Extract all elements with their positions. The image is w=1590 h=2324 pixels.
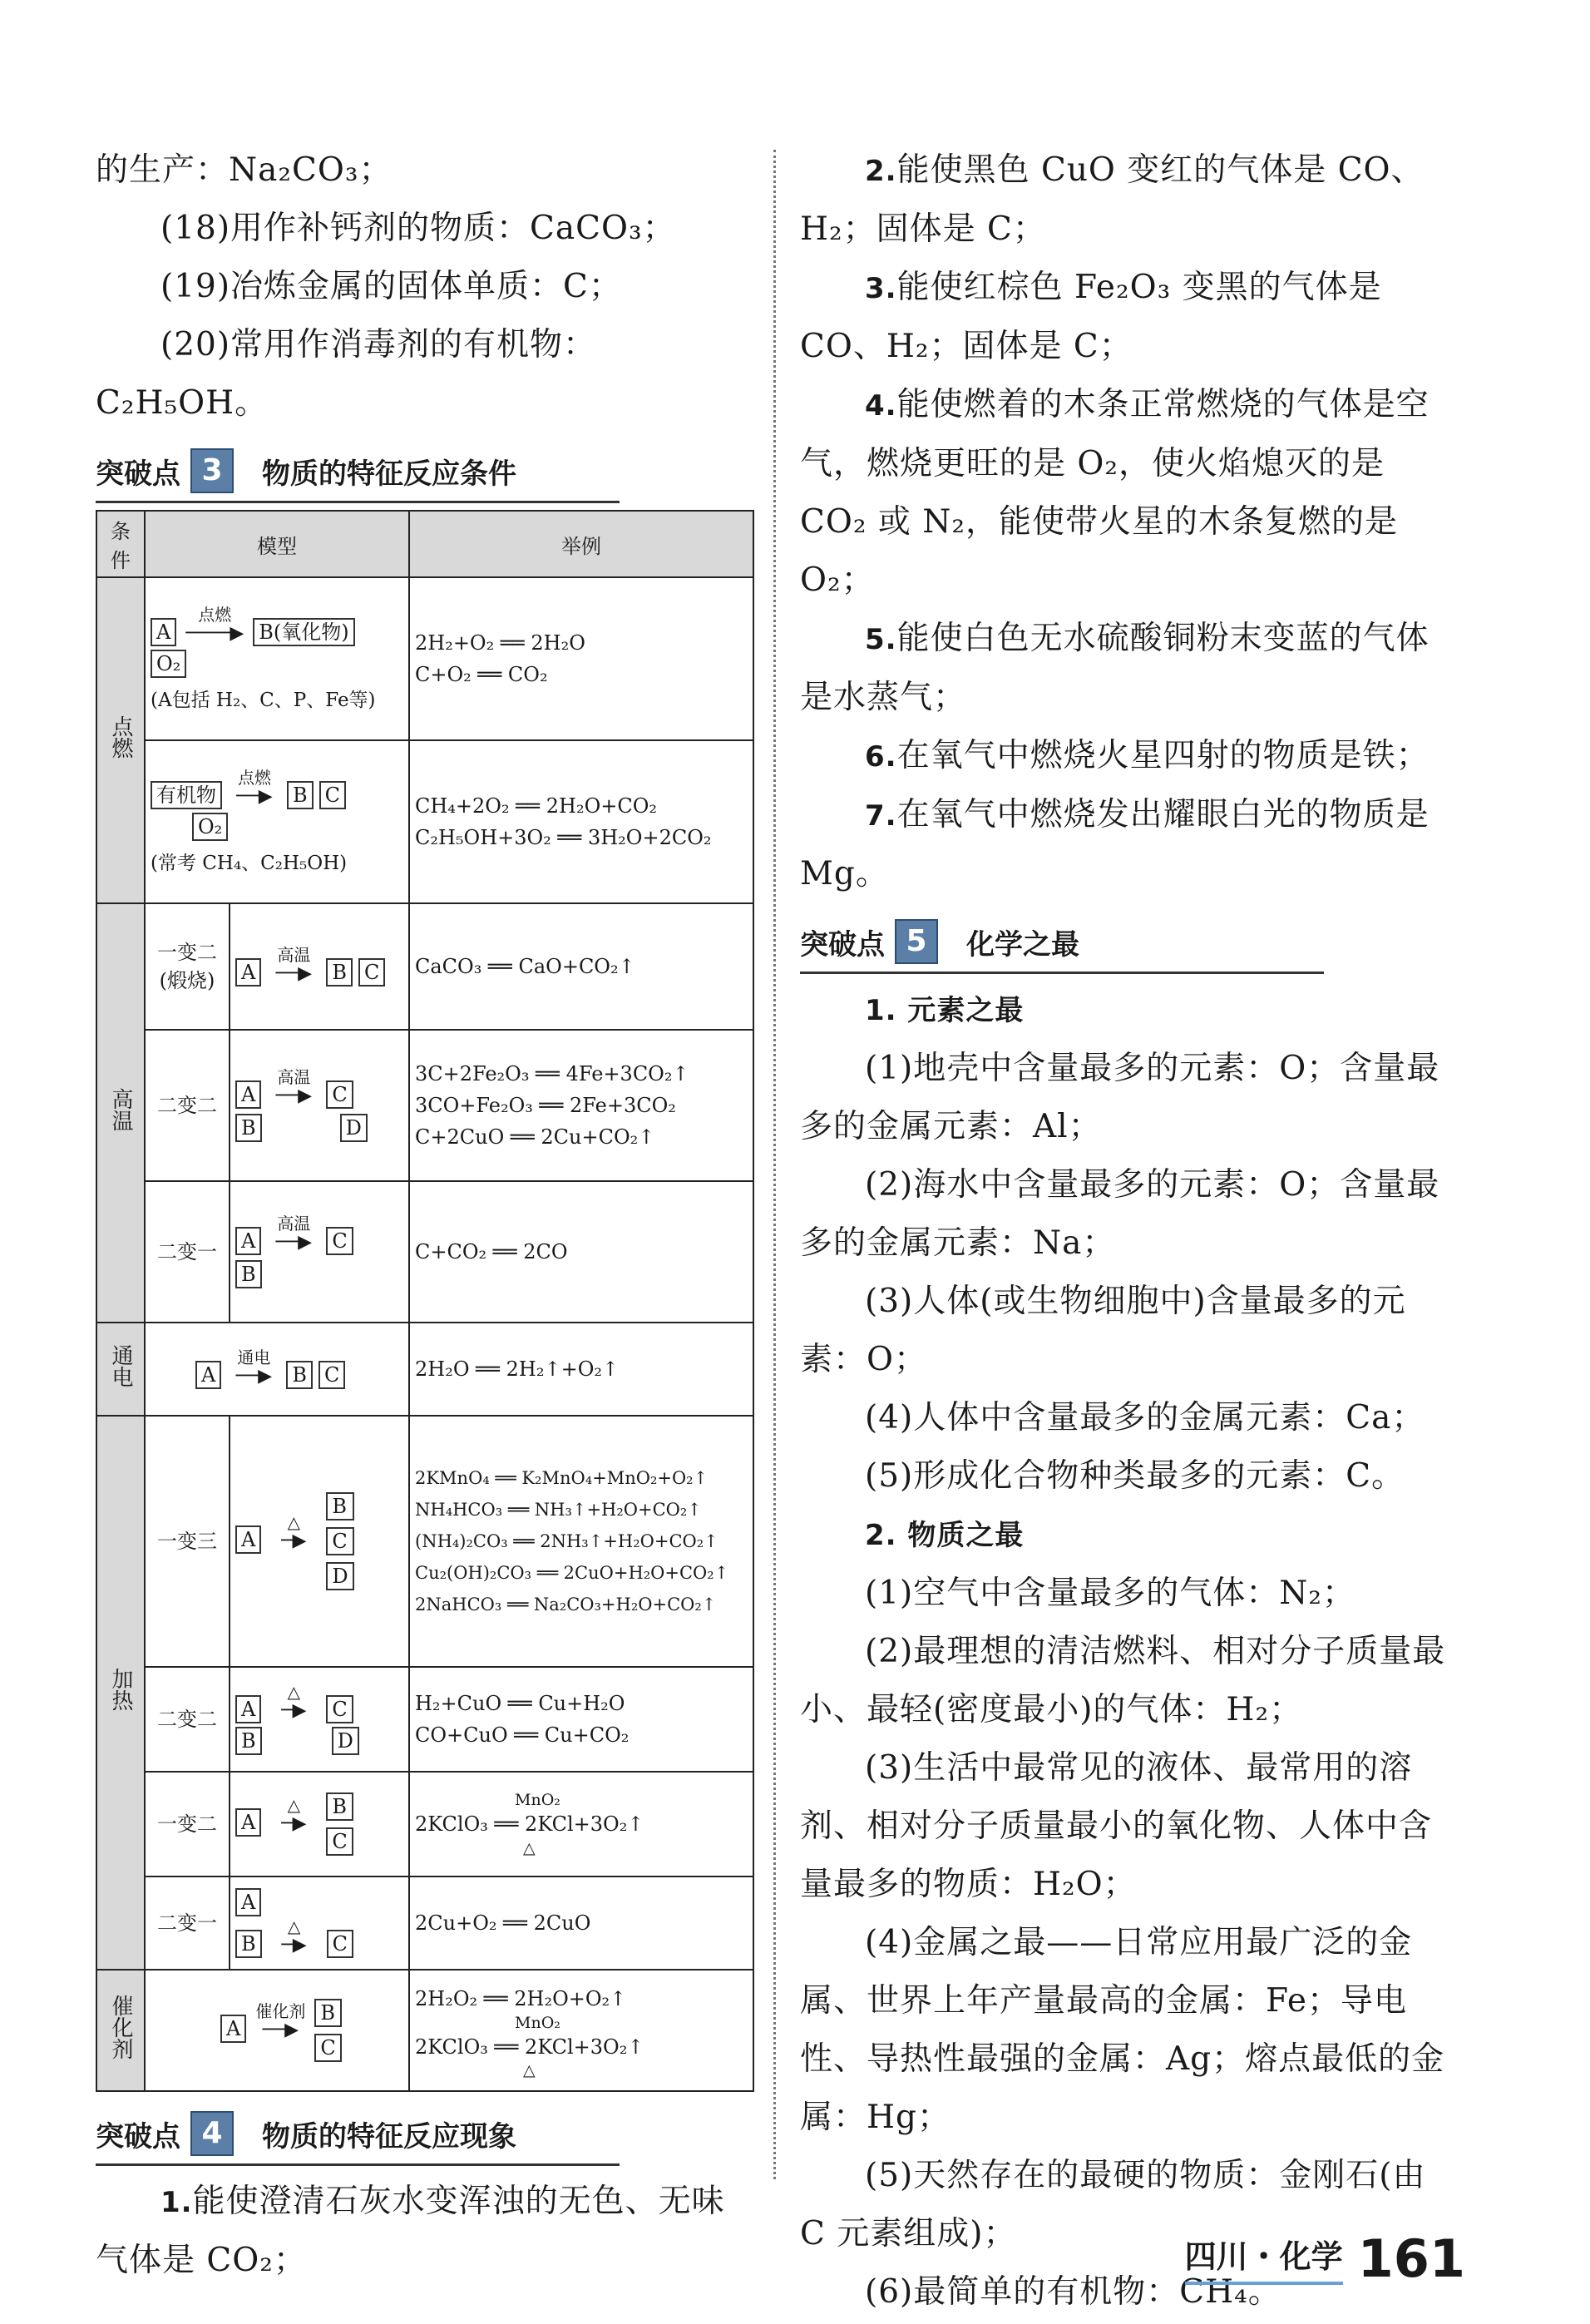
superlative-item: (6)最简单的有机物：CH₄。 [865, 2273, 1281, 2311]
box-b: B [326, 1792, 353, 1821]
box-a: A [235, 1888, 261, 1916]
arrow-label: △ [287, 1682, 301, 1702]
box-d: D [326, 1562, 353, 1590]
box-c: C [326, 1227, 353, 1255]
equation: H₂+CuO ══ Cu+H₂O [415, 1692, 625, 1715]
equation: C₂H₅OH+3O₂ ══ 3H₂O+2CO₂ [415, 826, 712, 849]
box-a: A [235, 958, 261, 986]
box-a: A [235, 1808, 261, 1837]
item-number: 5. [865, 623, 897, 656]
condition-label: 点燃 [108, 715, 133, 759]
table-row [96, 1181, 753, 1323]
box-a: A [220, 2015, 246, 2043]
model-cell [145, 1323, 409, 1416]
condition-label: 高温 [108, 1088, 133, 1131]
model-cell [230, 1030, 409, 1181]
item-text: 能使白色无水硫酸铜粉末变蓝的气体是水蒸气； [800, 620, 1430, 716]
box-c: C [326, 1527, 353, 1555]
condition-cell [96, 1323, 145, 1416]
item-number: 7. [865, 799, 897, 833]
box-b: B [326, 1492, 353, 1520]
superlative-item: (4)人体中含量最多的金属元素：Ca； [865, 1399, 1425, 1436]
table-row [96, 1030, 753, 1181]
intro-line: (18)用作补钙剂的物质：CaCO₃； [160, 210, 676, 247]
arrow-icon: ─▶ [281, 1813, 307, 1834]
arrow-icon: ────▶ [185, 622, 244, 644]
box-d: D [340, 1114, 368, 1142]
sub-type-cell [145, 1877, 230, 1970]
equation: 2H₂O₂ ══ 2H₂O+O₂↑ [415, 1987, 627, 2010]
arrow-label: 高温 [277, 1214, 311, 1234]
box-a: A [235, 1525, 261, 1554]
box-c: C [327, 1930, 353, 1958]
subsection-heading [800, 981, 1461, 1040]
table-row [96, 1416, 753, 1667]
arrow-icon: ─▶ [281, 1935, 307, 1956]
superlative-item: (3)人体(或生物细胞中)含量最多的元素：O； [800, 1283, 1406, 1378]
heat-condition: △ [523, 1839, 536, 1857]
arrow-icon: ─▶ [281, 1530, 307, 1551]
section-label: 突破点 [800, 927, 885, 962]
box-b: B [326, 958, 353, 986]
table-row [96, 1877, 753, 1970]
model-cell [230, 1877, 409, 1970]
box-d: D [332, 1727, 359, 1755]
phenomenon-item [96, 2173, 753, 2290]
model-caption: (常考 CH₄、C₂H₅OH) [151, 852, 348, 874]
box-b: B [235, 1930, 262, 1958]
superlative-item: (4)金属之最——日常应用最广泛的金属、世界上年产量最高的金属：Fe；导电性、导热性最强的金属：Ag；熔点最低的金属：Hg； [800, 1924, 1445, 2136]
box-b: B [235, 1727, 262, 1755]
equation: 2Cu+O₂ ══ 2CuO [415, 1911, 591, 1935]
example-cell [409, 1030, 753, 1181]
sub-type: 二变二 [157, 1708, 217, 1731]
example-cell [409, 903, 753, 1030]
equation: 3C+2Fe₂O₃ ══ 4Fe+3CO₂↑ [415, 1062, 689, 1085]
intro-line: 的生产：Na₂CO₃； [96, 151, 393, 189]
item-number: 4. [865, 389, 897, 423]
section-number: 4 [190, 2111, 234, 2156]
phenomenon-item [800, 141, 1461, 259]
condition-cell [96, 1970, 145, 2091]
catalyst-condition: MnO₂ [515, 1791, 560, 1809]
equation: C+CO₂ ══ 2CO [415, 1240, 568, 1263]
model-cell [230, 1181, 409, 1323]
example-cell [409, 740, 753, 903]
model-caption: (A包括 H₂、C、P、Fe等) [151, 689, 376, 711]
item-text: 在氧气中燃烧发出耀眼白光的物质是 Mg。 [800, 796, 1430, 893]
example-cell [409, 1877, 753, 1970]
sub-type-note: (煅烧) [159, 969, 215, 992]
box-c: C [326, 1827, 353, 1856]
model-cell [145, 740, 409, 903]
equation: NH₄HCO₃ ══ NH₃↑+H₂O+CO₂↑ [415, 1500, 702, 1520]
equation: 3CO+Fe₂O₃ ══ 2Fe+3CO₂ [415, 1094, 676, 1117]
subsection-title: 1. 元素之最 [865, 994, 1025, 1027]
example-cell [409, 1416, 753, 1667]
box-product: B(氧化物) [253, 618, 354, 646]
box-b: B [235, 1114, 262, 1142]
item-text: 能使澄清石灰水变浑浊的无色、无味气体是 CO₂； [96, 2183, 725, 2279]
box-o2: O₂ [151, 650, 186, 678]
page-footer [1184, 2228, 1465, 2289]
arrow-icon: ──▶ [275, 963, 313, 984]
equation: 2NaHCO₃ ══ Na₂CO₃+H₂O+CO₂↑ [415, 1595, 717, 1614]
box-c: C [319, 781, 346, 809]
arrow-icon: ──▶ [262, 2020, 299, 2040]
box-c: C [318, 1361, 345, 1389]
item-number: 2. [865, 155, 897, 188]
section-number: 5 [895, 919, 938, 964]
item-number: 3. [865, 272, 897, 305]
arrow-icon: ─▶ [281, 1700, 307, 1721]
sub-type-cell [145, 1667, 230, 1772]
table-row [96, 740, 753, 903]
item-number: 6. [865, 740, 897, 774]
model-cell [230, 1772, 409, 1877]
condition-label: 通电 [108, 1344, 133, 1387]
arrow-label: 点燃 [238, 767, 271, 788]
section-header-4 [96, 2104, 620, 2166]
right-column [800, 141, 1461, 2322]
sub-type-cell [145, 1181, 230, 1323]
intro-line: (20)常用作消毒剂的有机物：C₂H₅OH。 [96, 326, 597, 422]
box-c: C [326, 1695, 353, 1723]
arrow-icon: ──▶ [236, 785, 273, 807]
table-row [96, 1323, 753, 1416]
equation: C+2CuO ══ 2Cu+CO₂↑ [415, 1125, 655, 1149]
item-text: 能使燃着的木条正常燃烧的气体是空气，燃烧更旺的是 O₂，使火焰熄灭的是 CO₂ 或 N₂，能使带火星的木条复燃的是 O₂； [800, 386, 1430, 599]
model-cell [230, 903, 409, 1030]
table-row [96, 903, 753, 1030]
arrow-label: 高温 [277, 945, 311, 965]
example-cell [409, 1667, 753, 1772]
header-example: 举例 [409, 511, 753, 577]
arrow-label: 催化剂 [255, 2001, 306, 2021]
section-label: 突破点 [96, 457, 180, 491]
superlative-item: (2)最理想的清洁燃料、相对分子质量最小、最轻(密度最小)的气体：H₂； [800, 1633, 1446, 1728]
box-o2: O₂ [192, 813, 228, 841]
sub-type-cell [145, 1416, 230, 1667]
item-text: 在氧气中燃烧火星四射的物质是铁； [896, 737, 1430, 774]
section-header-5 [800, 912, 1324, 974]
condition-cell [96, 903, 145, 1323]
section-header-3 [96, 441, 620, 503]
section-number: 3 [190, 448, 234, 493]
page-number: 161 [1357, 2228, 1465, 2289]
equation: CO+CuO ══ Cu+CO₂ [415, 1723, 630, 1747]
phenomenon-item [800, 727, 1461, 786]
box-b: B [287, 781, 314, 809]
superlative-item: (5)天然存在的最硬的物质：金刚石(由 C 元素组成)； [800, 2157, 1426, 2252]
subsection-heading [800, 1506, 1461, 1565]
arrow-icon: ──▶ [275, 1232, 313, 1253]
box-b: B [235, 1260, 262, 1288]
example-cell [409, 1181, 753, 1323]
sub-type: 一变二 [157, 941, 217, 964]
equation: (NH₄)₂CO₃ ══ 2NH₃↑+H₂O+CO₂↑ [415, 1531, 718, 1551]
superlative-item: (1)空气中含量最多的气体：N₂； [865, 1575, 1356, 1612]
table-header-row [96, 511, 753, 577]
box-b: B [286, 1361, 313, 1389]
phenomenon-item [800, 786, 1461, 903]
example-cell [409, 1323, 753, 1416]
column-divider [773, 150, 776, 2179]
condition-label: 催化剂 [108, 1995, 133, 2059]
box-a: A [195, 1361, 221, 1389]
header-condition: 条件 [96, 511, 145, 577]
example-cell [409, 1970, 753, 2091]
arrow-icon: ──▶ [235, 1366, 273, 1387]
header-model: 模型 [145, 511, 409, 577]
sub-type-cell [145, 903, 230, 1030]
item-text: 能使黑色 CuO 变红的气体是 CO、H₂；固体是 C； [800, 151, 1425, 248]
box-a: A [235, 1227, 261, 1255]
example-cell [409, 1772, 753, 1877]
superlative-item: (5)形成化合物种类最多的元素：C。 [865, 1457, 1405, 1495]
arrow-label: 通电 [237, 1347, 271, 1367]
sub-type: 一变二 [157, 1812, 217, 1836]
section-title: 物质的特征反应现象 [262, 2119, 516, 2153]
equation: CaCO₃ ══ CaO+CO₂↑ [415, 955, 635, 978]
heat-condition: △ [523, 2061, 536, 2079]
table-row [96, 1667, 753, 1772]
model-cell [145, 577, 409, 740]
arrow-label: △ [287, 1916, 301, 1936]
arrow-label: △ [287, 1795, 301, 1815]
section-title: 化学之最 [966, 927, 1079, 962]
sub-type: 二变一 [157, 1911, 217, 1935]
equation: 2H₂O ══ 2H₂↑+O₂↑ [415, 1357, 620, 1381]
box-a: A [235, 1695, 261, 1723]
sub-type-cell [145, 1772, 230, 1877]
equation: 2KMnO₄ ══ K₂MnO₄+MnO₂+O₂↑ [415, 1468, 709, 1488]
arrow-label: 点燃 [198, 604, 232, 625]
example-cell [409, 577, 753, 740]
box-c: C [326, 1080, 353, 1109]
condition-label: 加热 [108, 1668, 133, 1711]
arrow-label: 高温 [277, 1067, 311, 1087]
table-row [96, 1970, 753, 2091]
equation: C+O₂ ══ CO₂ [415, 663, 548, 686]
item-text: 能使红棕色 Fe₂O₃ 变黑的气体是 CO、H₂；固体是 C； [800, 269, 1382, 365]
sub-type-cell [145, 1030, 230, 1181]
box-b: B [314, 1999, 341, 2027]
sub-type: 一变三 [157, 1530, 217, 1553]
phenomenon-item [800, 259, 1461, 376]
box-a: A [235, 1080, 261, 1109]
footer-subject: 四川・化学 [1185, 2231, 1343, 2285]
arrow-label: △ [287, 1512, 301, 1532]
catalyst-condition: MnO₂ [515, 2014, 560, 2032]
reaction-conditions-table [96, 510, 754, 2092]
sub-type: 二变二 [157, 1094, 217, 1117]
section-title: 物质的特征反应条件 [262, 457, 516, 491]
model-cell [145, 1970, 409, 2091]
section-label: 突破点 [96, 2119, 180, 2153]
arrow-icon: ──▶ [275, 1085, 313, 1106]
condition-cell [96, 577, 145, 903]
superlative-item: (3)生活中最常见的液体、最常用的溶剂、相对分子质量最小的氧化物、人体中含量最多的物质：H₂O； [800, 1749, 1433, 1903]
superlative-item: (2)海水中含量最多的元素：O；含量最多的金属元素：Na； [800, 1166, 1440, 1262]
equation: Cu₂(OH)₂CO₃ ══ 2CuO+H₂O+CO₂↑ [415, 1563, 729, 1583]
box-a: A [151, 618, 176, 646]
equation: 2KClO₃ ══ 2KCl+3O₂↑ [415, 1812, 644, 1836]
phenomenon-item [800, 610, 1461, 727]
box-c: C [358, 958, 385, 986]
subsection-title: 2. 物质之最 [865, 1519, 1025, 1552]
table-row [96, 1772, 753, 1877]
condition-cell [96, 1416, 145, 1970]
table-row [96, 577, 753, 740]
box-c: C [314, 2034, 341, 2062]
model-cell [230, 1667, 409, 1772]
phenomenon-item [800, 376, 1461, 610]
equation: 2H₂+O₂ ══ 2H₂O [415, 631, 585, 655]
model-cell [230, 1416, 409, 1667]
left-column [96, 141, 753, 2290]
sub-type: 二变一 [157, 1240, 217, 1263]
equation: CH₄+2O₂ ══ 2H₂O+CO₂ [415, 794, 658, 818]
superlative-item: (1)地壳中含量最多的元素：O；含量最多的金属元素：Al； [800, 1050, 1440, 1145]
box-a: 有机物 [151, 781, 222, 809]
equation: 2KClO₃ ══ 2KCl+3O₂↑ [415, 2035, 644, 2059]
intro-line: (19)冶炼金属的固体单质：C； [160, 268, 622, 305]
item-number: 1. [160, 2186, 193, 2219]
